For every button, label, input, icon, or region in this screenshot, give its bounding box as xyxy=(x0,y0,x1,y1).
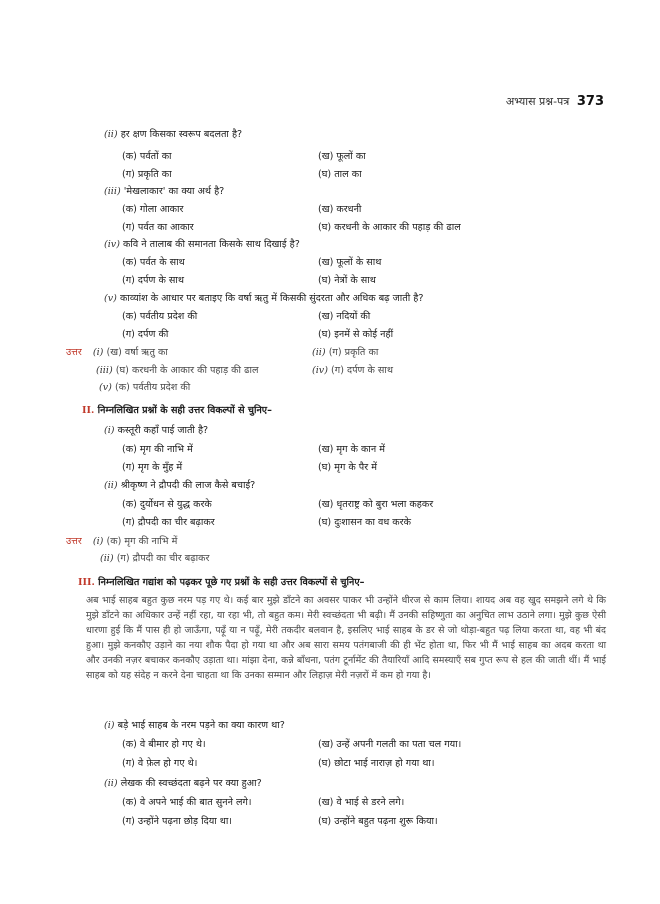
option-d: (घ) उन्होंने बहुत पढ़ना शुरू किया। xyxy=(318,816,438,827)
passage-text: अब भाई साहब बहुत कुछ नरम पड़ गए थे। कई बार मुझे डाँटने का अवसर पाकर भी उन्होंने धीरज से काम लिया। शायद अब वह खुद समझने लगे थे कि मुझे डाँटने का अधिकार उन्हें नहीं रहा, या रहा भी, तो बहुत कम। मेरी स्वच्छंदता भी बढ़ी। मैं उनकी सहिष्णुता का अनुचित लाभ उठाने लगा। मुझे कुछ ऐसी धारणा हुई कि मैं पास ही हो जाऊँगा, पढ़ूँ या न पढ़ूँ, मेरी तकदीर बलवान है, इसलिए भाई साहब के डर से जो थोड़ा-बहुत पढ़ लिया करता था, वह भी बंद हुआ। मुझे कनकौए उड़ाने का नया शौक पैदा हो गया था और अब सारा समय पतंगबाजी की ही भेंट होता था, फिर भी मैं भाई साहब का अदब करता था और उनकी नज़र बचाकर कनकौए उड़ाता था। मांझा देना, कन्ने बाँधना, पतंग टूर्नामेंट की तैयारियाँ आदि समस्याएँ सब गुप्त रूप से हल की जाती थीं। मैं भाई साहब को यह संदेह न करने देना चाहता था कि उनका सम्मान और लिहाज़ मेरी नज़रों में कम हो गया है। xyxy=(86,595,606,681)
answer-number: (i) xyxy=(92,347,104,358)
option-c: (ग) मृग के मुँह में xyxy=(122,462,183,473)
option-b: (ख) फूलों के साथ xyxy=(318,257,382,268)
answer-text: (क) मृग की नाभि में xyxy=(106,536,178,547)
answer-text: (ख) वर्षा ऋतु का xyxy=(106,347,168,358)
option-a: (क) पर्वत के साथ xyxy=(122,257,185,268)
question-number: (ii) xyxy=(104,778,118,789)
question-number: (ii) xyxy=(104,480,118,491)
section-title: निम्नलिखित प्रश्नों के सही उत्तर विकल्पों से चुनिए– xyxy=(97,405,272,416)
option-b: (ख) करधनी xyxy=(318,204,362,215)
option-b: (ख) मृग के कान में xyxy=(318,444,385,455)
section-number: II. xyxy=(82,405,95,416)
section-number: III. xyxy=(78,577,95,588)
answer-label: उत्तर xyxy=(66,347,82,358)
question-number: (iv) xyxy=(104,239,120,250)
option-d: (घ) ताल का xyxy=(318,169,362,180)
option-c: (ग) दर्पण के साथ xyxy=(122,275,184,286)
option-a: (क) गोला आकार xyxy=(122,204,184,215)
question-text: काव्यांश के आधार पर बताइए कि वर्षा ऋतु में किसकी सुंदरता और अधिक बढ़ जाती है? xyxy=(119,293,424,304)
answer-row xyxy=(66,535,177,548)
option-b: (ख) उन्हें अपनी गलती का पता चल गया। xyxy=(318,739,462,750)
question-text: लेखक की स्वच्छंदता बढ़ने पर क्या हुआ? xyxy=(120,778,262,789)
option-a: (क) मृग की नाभि में xyxy=(122,444,193,455)
question-text: हर क्षण किसका स्वरूप बदलता है? xyxy=(120,129,243,140)
option-a: (क) पर्वतों का xyxy=(122,151,172,162)
section-heading xyxy=(82,404,272,417)
answer-text: (ग) दर्पण के साथ xyxy=(331,365,394,376)
option-c: (ग) दर्पण की xyxy=(122,329,169,340)
answer-text: (क) पर्वतीय प्रदेश की xyxy=(114,382,191,393)
answer-text: (ग) प्रकृति का xyxy=(328,347,379,358)
option-c: (ग) उन्होंने पढ़ना छोड़ दिया था। xyxy=(122,816,233,827)
option-b: (ख) फूलों का xyxy=(318,151,366,162)
option-d: (घ) मृग के पैर में xyxy=(318,462,377,473)
page-number: 373 xyxy=(576,94,604,109)
answer-text: (ग) द्रौपदी का चीर बढ़ाकर xyxy=(116,553,210,564)
answer-row xyxy=(96,364,258,377)
answer-number: (i) xyxy=(92,536,104,547)
question-number: (ii) xyxy=(104,129,118,140)
answer-number: (iii) xyxy=(96,365,113,376)
option-d: (घ) इनमें से कोई नहीं xyxy=(318,329,394,340)
option-a: (क) दुर्योधन से युद्ध करके xyxy=(122,499,212,510)
answer-row xyxy=(312,346,378,359)
answer-number: (iv) xyxy=(312,365,328,376)
question-stem xyxy=(104,128,242,141)
option-c: (ग) पर्वत का आकार xyxy=(122,222,194,233)
option-c: (ग) द्रौपदी का चीर बढ़ाकर xyxy=(122,517,215,528)
option-c: (ग) वे फ़ेल हो गए थे। xyxy=(122,758,198,769)
option-a: (क) वे बीमार हो गए थे। xyxy=(122,739,206,750)
question-number: (i) xyxy=(104,720,115,731)
question-text: कवि ने तालाब की समानता किसके साथ दिखाई है? xyxy=(123,239,300,250)
page-header xyxy=(506,94,604,109)
option-b: (ख) धृतराष्ट्र को बुरा भला कहकर xyxy=(318,499,434,510)
question-number: (v) xyxy=(104,293,117,304)
option-c: (ग) प्रकृति का xyxy=(122,169,172,180)
answer-row xyxy=(66,346,168,359)
option-a: (क) वे अपने भाई की बात सुनने लगे। xyxy=(122,797,252,808)
question-stem xyxy=(104,777,262,790)
option-d: (घ) नेत्रों के साथ xyxy=(318,275,376,286)
answer-number: (ii) xyxy=(312,347,326,358)
question-text: बड़े भाई साहब के नरम पड़ने का क्या कारण था? xyxy=(117,720,285,731)
question-stem xyxy=(104,719,285,732)
answer-number: (ii) xyxy=(100,553,114,564)
question-text: श्रीकृष्ण ने द्रौपदी की लाज कैसे बचाई? xyxy=(120,480,256,491)
option-d: (घ) दुःशासन का वध करके xyxy=(318,517,411,528)
question-text: 'मेखलाकार' का क्या अर्थ है? xyxy=(123,186,225,197)
option-d: (घ) छोटा भाई नाराज़ हो गया था। xyxy=(318,758,435,769)
answer-label: उत्तर xyxy=(66,536,82,547)
option-b: (ख) वे भाई से डरने लगे। xyxy=(318,797,405,808)
question-stem xyxy=(104,238,300,251)
answer-number: (v) xyxy=(99,382,112,393)
option-b: (ख) नदियों की xyxy=(318,311,371,322)
section-heading xyxy=(78,576,364,589)
option-d: (घ) करधनी के आकार की पहाड़ की ढाल xyxy=(318,222,461,233)
section-title: निम्नलिखित गद्यांश को पढ़कर पूछे गए प्रश्नों के सही उत्तर विकल्पों से चुनिए– xyxy=(98,577,365,588)
question-stem xyxy=(104,292,423,305)
header-title: अभ्यास प्रश्न-पत्र xyxy=(505,95,570,108)
option-a: (क) पर्वतीय प्रदेश की xyxy=(122,311,198,322)
question-stem xyxy=(104,424,208,437)
question-number: (i) xyxy=(104,425,115,436)
answer-row xyxy=(100,552,209,565)
question-stem xyxy=(104,185,224,198)
question-number: (iii) xyxy=(104,186,121,197)
answer-text: (घ) करधनी के आकार की पहाड़ की ढाल xyxy=(115,365,259,376)
question-text: कस्तूरी कहाँ पाई जाती है? xyxy=(117,425,209,436)
answer-row xyxy=(99,381,190,394)
question-stem xyxy=(104,479,255,492)
answer-row xyxy=(312,364,393,377)
